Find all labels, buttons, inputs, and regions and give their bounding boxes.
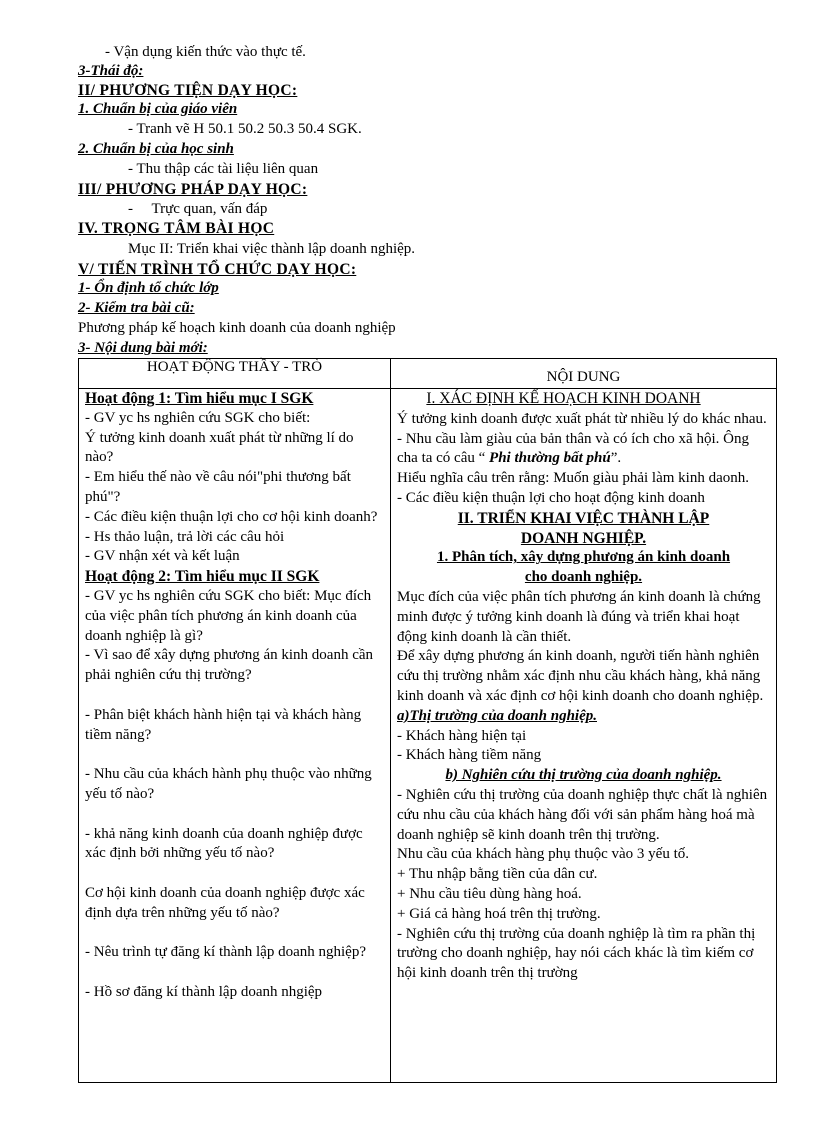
activity-1-item: - Em hiểu thế nào về câu nói"phi thương bất phú"? [85,469,351,505]
header-content: NỘI DUNG [391,359,777,389]
heading-lesson-focus: IV. TRỌNG TÂM BÀI HỌC [78,220,275,237]
lesson-table [78,358,777,1083]
subsection-1-title: 1. Phân tích, xây dựng phương án kinh doanh [436,549,731,566]
content-list-item: + Thu nhập bằng tiền của dân cư. [397,866,598,883]
activity-2-item: - Hồ sơ đăng kí thành lập doanh nhgiệp [85,983,323,1000]
content-list-item: + Giá cả hàng hoá trên thị trường. [397,905,601,922]
header-activities: HOẠT ĐỘNG THẦY - TRÒ [79,359,391,389]
activity-2-item: - khả năng kinh doanh của doanh nghiệp được xác định bởi những yếu tố nào? [85,825,363,862]
heading-teacher-prep: 1. Chuẩn bị của giáo viên [78,101,238,117]
content-paragraph: Hiểu nghĩa câu trên rằng: Muốn giàu phải làm kinh daonh. [397,470,749,487]
activity-1-item: - GV nhận xét và kết luận [85,548,240,565]
subsection-a-title: a)Thị trường của doanh nghiệp. [397,707,597,724]
subsection-b-title: b) Nghiên cứu thị trường của doanh nghiệp. [445,767,722,784]
content-paragraph: Để xây dựng phương án kinh doanh, người tiến hành nghiên cứu thị trường nhằm xác định nhu cầu khách hàng, khả năng kinh doanh và xác định cơ hội kinh doanh cho doanh nghiệp. [397,648,764,704]
content-paragraph [397,430,770,470]
activity-1-title: Hoạt động 1: Tìm hiểu mục I SGK [85,390,314,407]
content-paragraph: - Nghiên cứu thị trường của doanh nghiệp thực chất là nghiên cứu nhu cầu của khách hàng đối với sản phẩm hàng hoá mà doanh nghiệp sẽ kinh doanh trên thị trường. [397,786,768,843]
heading-class-organization: 1- Ổn định tổ chức lớp [78,280,219,296]
heading-teaching-aids: II/ PHƯƠNG TIỆN DẠY HỌC: [78,82,298,99]
content-list-item: - Khách hàng tiềm năng [397,747,542,764]
activity-1-item: - Các điều kiện thuận lợi cho cơ hội kinh doanh? [85,508,378,525]
content-paragraph: - Nghiên cứu thị trường của doanh nghiệp là tìm ra phần thị trường cho doanh nghiệp, hay nói cách khác là tìm kiếm cơ hội kinh doanh trên thị trường [397,925,756,982]
table-body-row [79,389,777,1083]
heading-teaching-methods: III/ PHƯƠNG PHÁP DẠY HỌC: [78,181,308,198]
content-list-item: - Khách hàng hiện tại [397,727,527,744]
heading-old-lesson-check: 2- Kiểm tra bài cũ: [78,300,195,316]
activity-2-item: - Nhu cầu của khách hành phụ thuộc vào những yếu tố nào? [85,766,372,802]
activities-cell [79,389,391,1083]
line-teacher-prep: - Tranh vẽ H 50.1 50.2 50.3 50.4 SGK. [128,121,362,137]
activity-2-item: - Phân biệt khách hành hiện tại và khách hàng tiềm năng? [85,706,362,743]
content-paragraph: Mục đích của việc phân tích phương án kinh doanh là chứng minh được ý tưởng kinh doanh là đúng và triển khai hoạt động kinh doanh là cần thiết. [397,588,761,645]
content-quote: Phi thường bất phú [489,450,611,467]
heading-new-lesson: 3- Nội dung bài mới: [78,340,208,356]
activity-2-item: - Vì sao để xây dựng phương án kinh doanh cần phải nghiên cứu thị trường? [85,647,374,684]
content-text: ”. [610,450,622,467]
activity-1-item: Ý tưởng kinh doanh xuất phát từ những lí do nào? [85,429,354,466]
content-paragraph: Ý tưởng kinh doanh được xuất phát từ nhiều lý do khác nhau. [397,410,767,427]
section-2-title-cont: DOANH NGHIỆP. [520,529,647,547]
activity-2-item: - Nêu trình tự đăng kí thành lập doanh nghiệp? [85,944,366,961]
line-lesson-focus: Mục II: Triển khai việc thành lập doanh nghiệp. [128,241,416,257]
activity-1-item: - Hs thảo luận, trả lời các câu hỏi [85,528,285,545]
section-1-title: I. XÁC ĐỊNH KẾ HOẠCH KINH DOANH [426,390,701,407]
content-cell [391,389,777,1083]
activity-2-title: Hoạt động 2: Tìm hiểu mục II SGK [85,568,320,586]
activity-2-item: Cơ hội kinh doanh của doanh nghiệp được xác định dựa trên những yếu tố nào? [85,884,365,921]
heading-teaching-process: V/ TIẾN TRÌNH TỔ CHỨC DẠY HỌC: [78,261,357,278]
heading-attitude: 3-Thái độ: [78,63,144,79]
subsection-1-title-cont: cho doanh nghiệp. [524,569,643,586]
content-paragraph: Nhu cầu của khách hàng phụ thuộc vào 3 yếu tố. [397,846,689,863]
line-old-lesson-topic: Phương pháp kế hoạch kinh doanh của doanh nghiệp [78,320,396,336]
line-methods: - Trực quan, vấn đáp [128,201,268,217]
section-2-title: II. TRIỂN KHAI VIỆC THÀNH LẬP [457,509,710,527]
content-paragraph: - Các điều kiện thuận lợi cho hoạt động kinh doanh [397,489,705,506]
line-student-prep: - Thu thập các tài liệu liên quan [128,161,319,177]
activity-1-item: - GV yc hs nghiên cứu SGK cho biết: [85,409,311,426]
content-text: - Nhu cầu làm giàu của bản thân và có ích cho xã hội. Ông cha ta có câu “ [397,430,749,467]
table-header-row [79,359,777,389]
line-apply-knowledge: - Vận dụng kiến thức vào thực tế. [105,44,306,60]
activity-2-item: - GV yc hs nghiên cứu SGK cho biết: Mục đích của việc phân tích phương án kinh doanh của doanh nghiệp là gì? [85,587,372,644]
heading-student-prep: 2. Chuẩn bị của học sinh [78,141,234,157]
content-list-item: + Nhu cầu tiêu dùng hàng hoá. [397,885,582,902]
